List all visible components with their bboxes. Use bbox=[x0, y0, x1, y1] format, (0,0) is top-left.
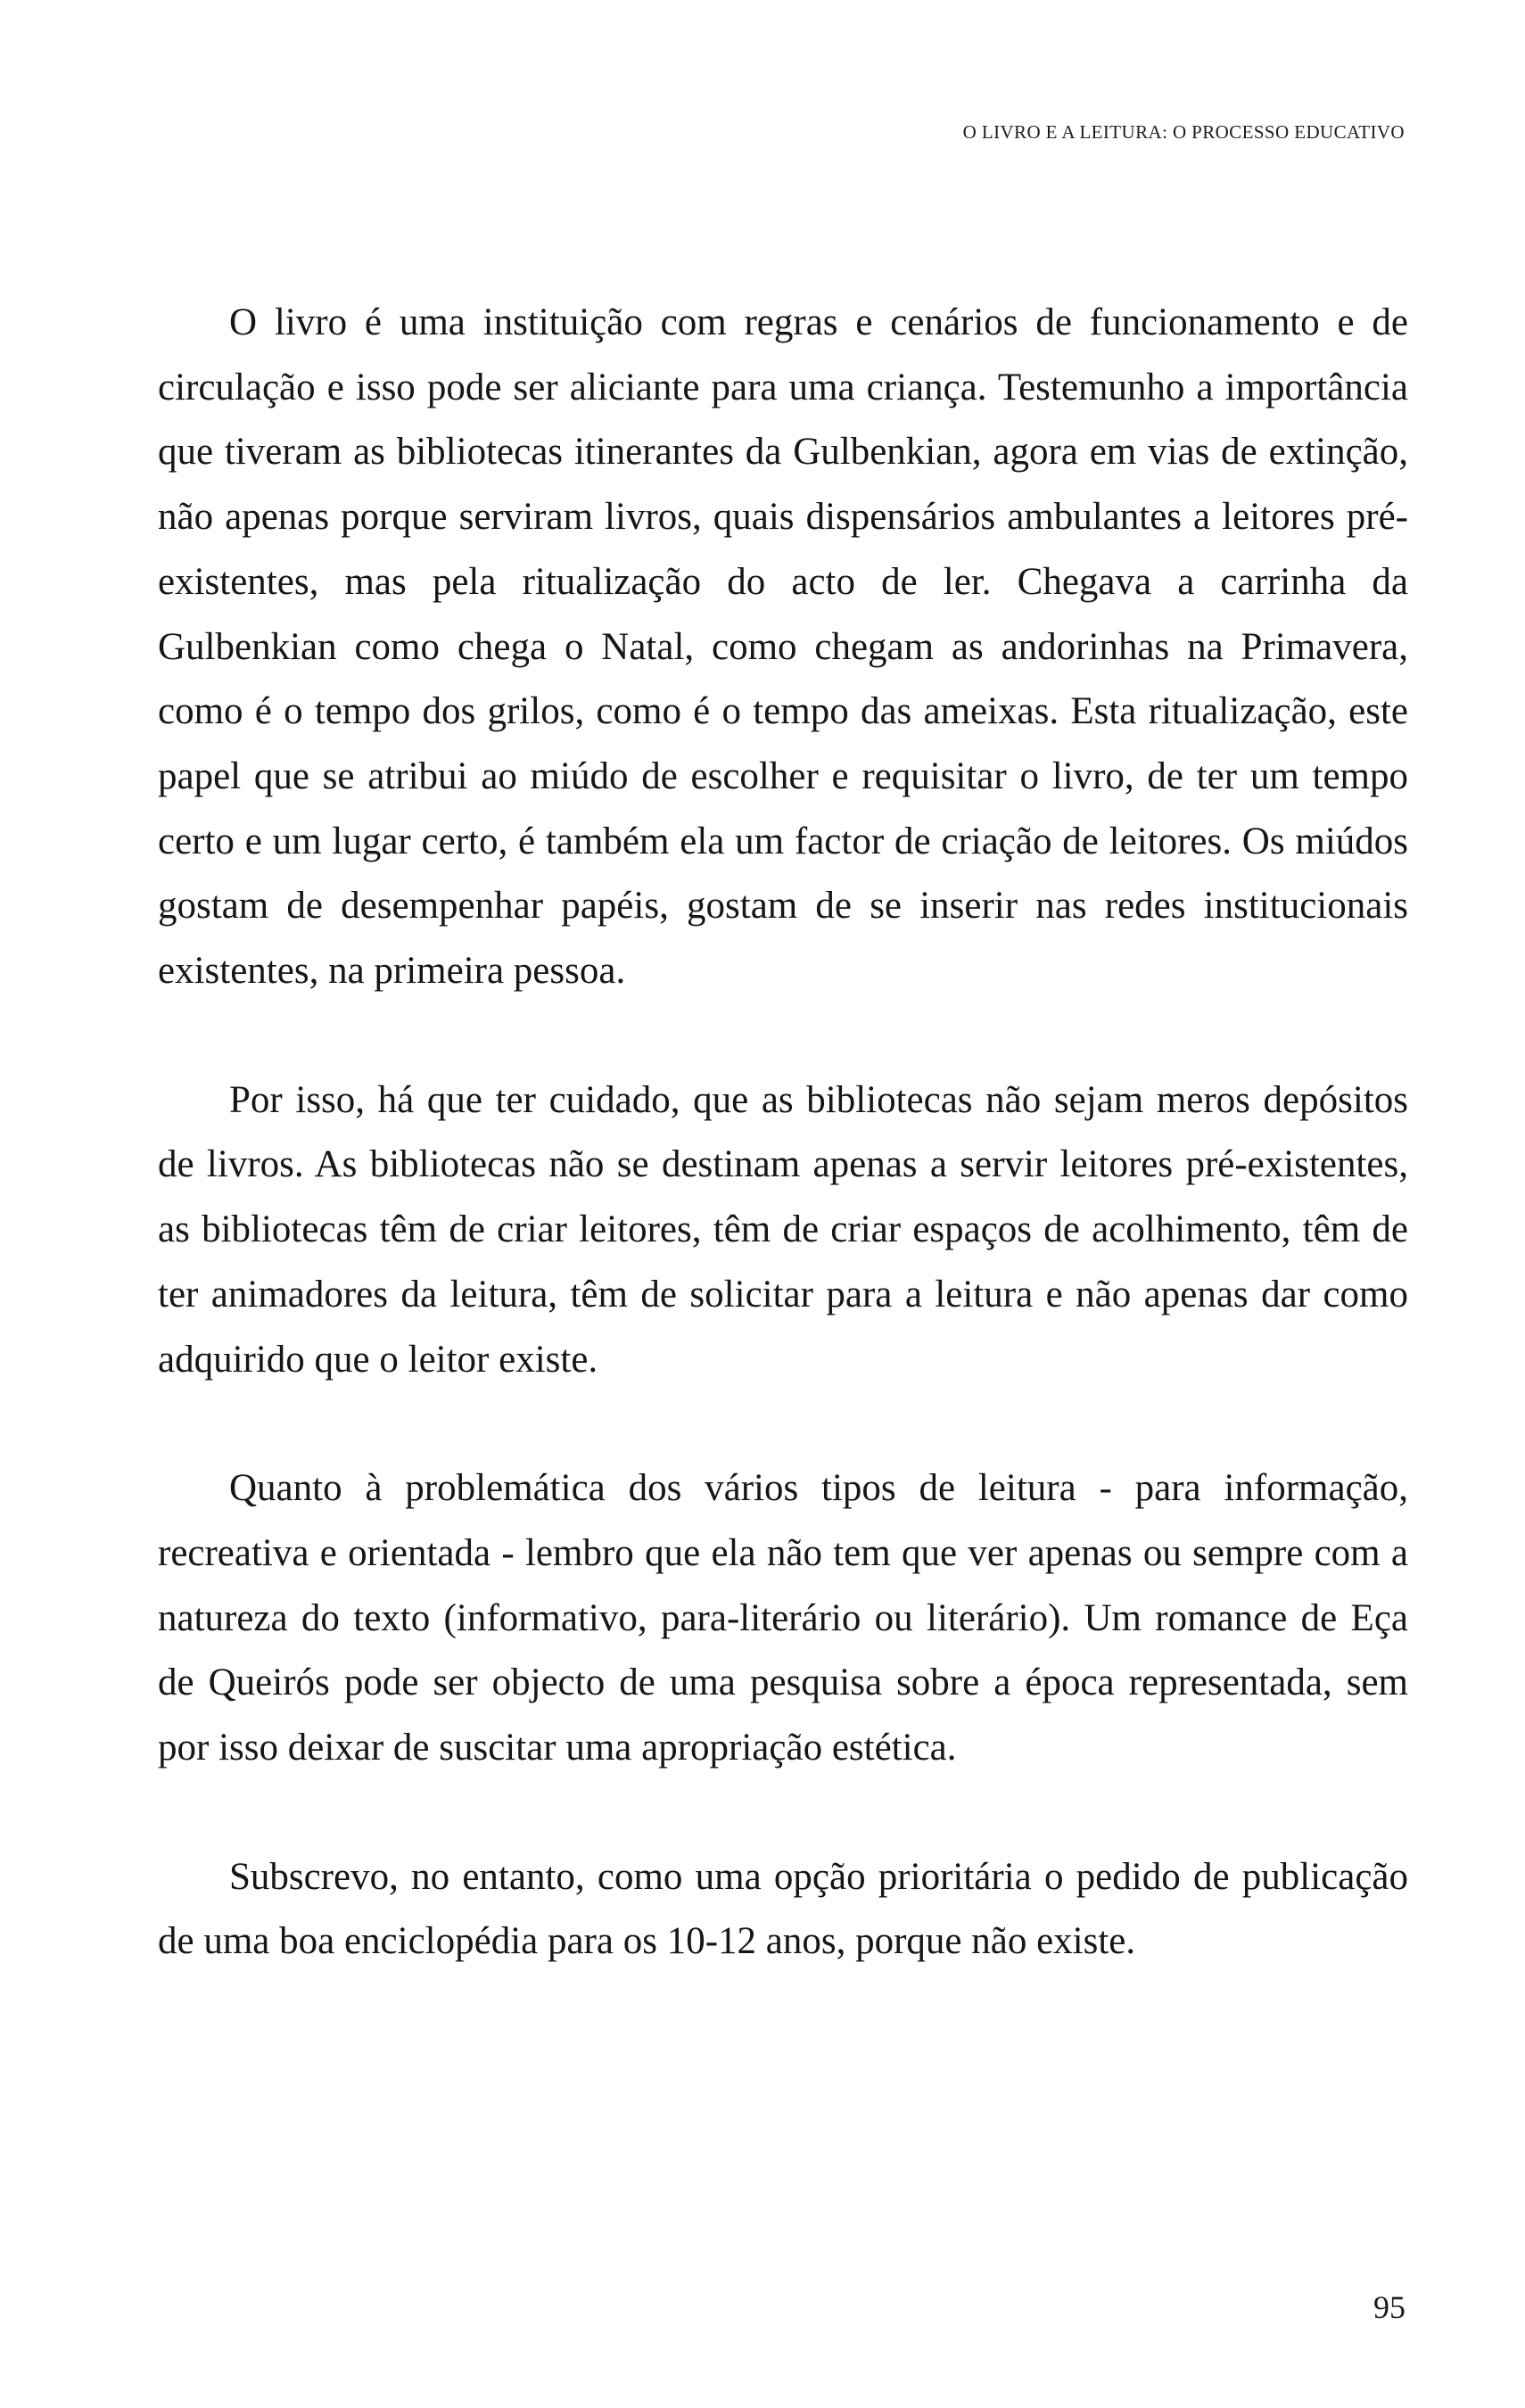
paragraph-1: O livro é uma instituição com regras e cenários de funcionamento e de circulação e isso pode ser aliciante para uma criança. Testemunho a importância que tiveram as bibliotecas itinerantes da Gulbenkian, agora em vias de extinção, não apenas porque serviram livros, quais dispensários ambulantes a leitores pré-existentes, mas pela ritualização do acto de ler. Chegava a carrinha da Gulbenkian como chega o Natal, como chegam as andorinhas na Primavera, como é o tempo dos grilos, como é o tempo das ameixas. Esta ritualização, este papel que se atribui ao miúdo de escolher e requisitar o livro, de ter um tempo certo e um lugar certo, é também ela um factor de criação de leitores. Os miúdos gostam de desempenhar papéis, gostam de se inserir nas redes institucionais existentes, na primeira pessoa. bbox=[158, 301, 1408, 993]
body-text bbox=[158, 291, 1408, 1975]
paragraph-4: Subscrevo, no entanto, como uma opção prioritária o pedido de publicação de uma boa enciclopédia para os 10-12 anos, porque não existe. bbox=[158, 1855, 1408, 1963]
paragraph-2: Por isso, há que ter cuidado, que as bibliotecas não sejam meros depósitos de livros. As bibliotecas não se destinam apenas a servir leitores pré-existentes, as bibliotecas têm de criar leitores, têm de criar espaços de acolhimento, têm de ter animadores da leitura, têm de solicitar para a leitura e não apenas dar como adquirido que o leitor existe. bbox=[158, 1078, 1408, 1381]
paragraph-3: Quanto à problemática dos vários tipos de leitura - para informação, recreativa e orientada - lembro que ela não tem que ver apenas ou sempre com a natureza do texto (informativo, para-literário ou literário). Um romance de Eça de Queirós pode ser objecto de uma pesquisa sobre a época representada, sem por isso deixar de suscitar uma apropriação estética. bbox=[158, 1467, 1408, 1769]
page-number: 95 bbox=[1373, 2289, 1405, 2325]
running-header: O LIVRO E A LEITURA: O PROCESSO EDUCATIVO bbox=[962, 121, 1405, 143]
